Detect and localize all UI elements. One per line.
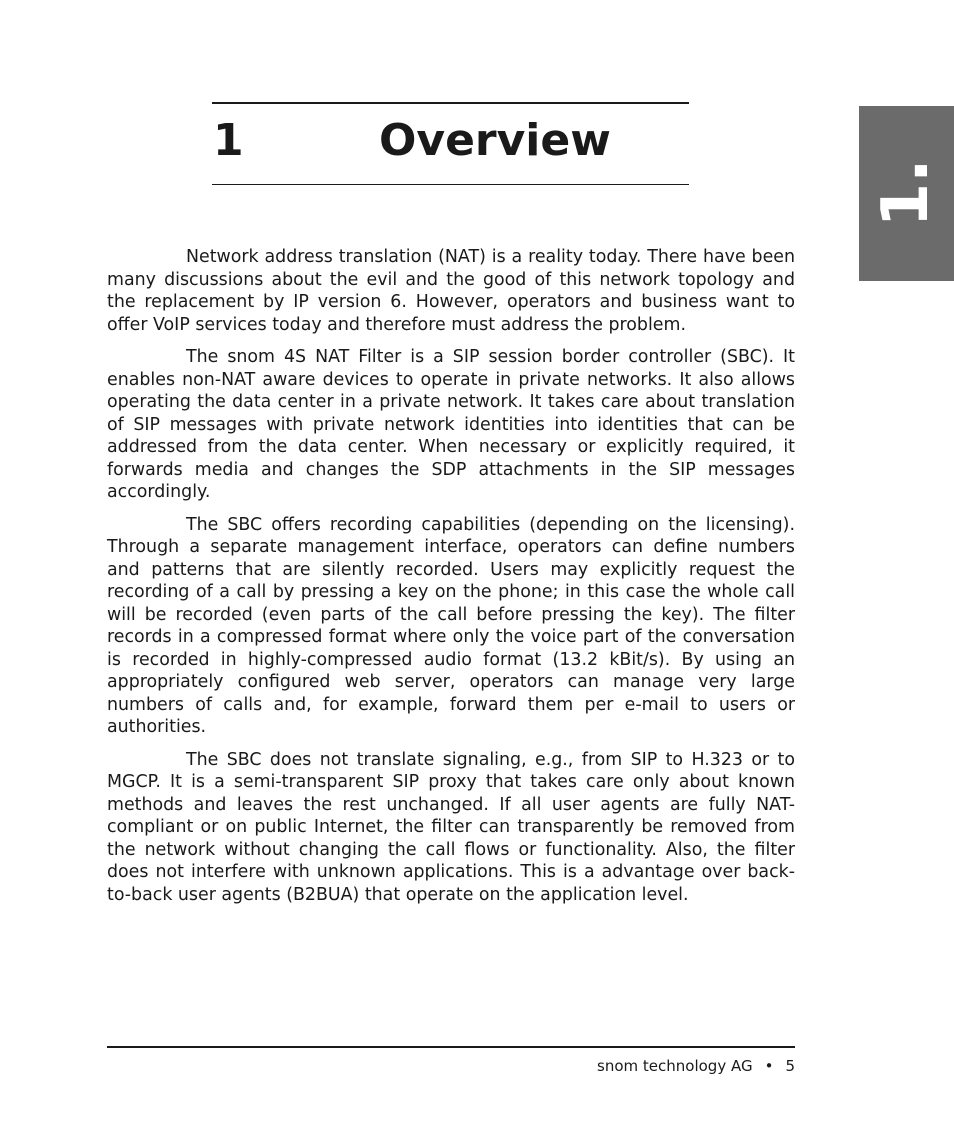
paragraph: The SBC offers recording capabilities (depending on the licensing). Through a separate management interface, operators can define numbers and patterns that are silently recorded. Users may explicitly request the recording of a call by pressing a key on the phone; in this case the whole call will be recorded (even parts of the call before pressing the key). The filter records in a compressed format where only the voice part of the conversation is recorded in highly-compressed audio format (13.2 kBit/s). By using an appropriately configured web server, operators can manage very large numbers of calls and, for example, forward them per e-mail to users or authorities. — [107, 514, 795, 737]
chapter-title: Overview — [379, 115, 611, 166]
page-footer — [597, 1056, 795, 1076]
chapter-tab-label: 1. — [869, 158, 943, 228]
paragraph: The snom 4S NAT Filter is a SIP session border controller (SBC). It enables non-NAT aware devices to operate in private networks. It also allows operating the data center in a private network. It takes care about translation of SIP messages with private network identities into identities that can be addressed from the data center. When necessary or explicitly required, it forwards media and changes the SDP attachments in the SIP messages accordingly. — [107, 347, 795, 502]
page-number: 5 — [785, 1057, 795, 1075]
paragraph: The SBC does not translate signaling, e.g., from SIP to H.323 or to MGCP. It is a semi-transparent SIP proxy that takes care only about known methods and leaves the rest unchanged. If all user agents are fully NAT-compliant or on public Internet, the filter can transparently be removed from the network without changing the call flows or functionality. Also, the filter does not interfere with unknown applications. This is a advantage over back-to-back user agents (B2BUA) that operate on the application level. — [107, 749, 795, 905]
chapter-number: 1 — [213, 115, 244, 166]
heading-rule-top — [212, 102, 689, 104]
chapter-tab — [859, 106, 954, 281]
footer-company: snom technology AG — [597, 1057, 753, 1075]
body-text — [107, 246, 795, 916]
heading-rule-bottom — [212, 184, 689, 185]
footer-separator: • — [764, 1057, 774, 1075]
paragraph: Network address translation (NAT) is a reality today. There have been many discussions about the evil and the good of this network topology and the replacement by IP version 6. However, operators and business want to offer VoIP services today and therefore must address the problem. — [107, 247, 795, 335]
footer-rule — [107, 1046, 795, 1048]
